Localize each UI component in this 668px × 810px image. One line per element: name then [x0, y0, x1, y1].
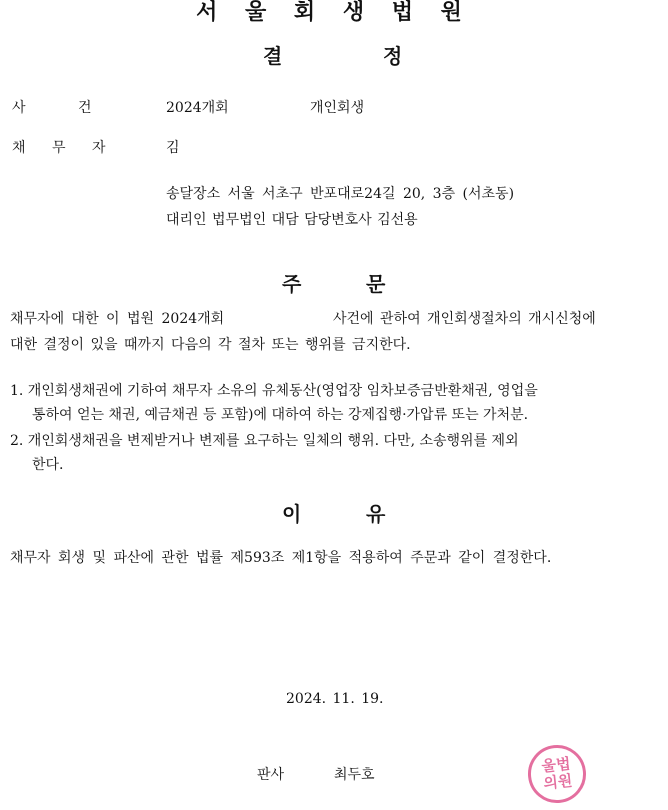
case-number: 2024개회 — [166, 100, 229, 116]
order-item-2-line1: 2. 개인회생채권을 변제받거나 변제를 요구하는 일체의 행위. 다만, 소송행위를 제외 — [10, 433, 519, 449]
case-type: 개인회생 — [310, 100, 365, 116]
order-item-1-line2: 통하여 얻는 채권, 예금채권 등 포함)에 대하여 하는 강제집행·가압류 또는 가처분. — [32, 407, 529, 423]
doc-type-right: 정 — [383, 44, 403, 68]
reason-heading-right: 유 — [366, 502, 386, 526]
debtor-name: 김 — [166, 140, 180, 156]
judge-title: 판사 — [257, 767, 285, 783]
order-intro-line2: 대한 결정이 있을 때까지 다음의 각 절차 또는 행위를 금지한다. — [10, 337, 411, 353]
reason-heading-left: 이 — [282, 502, 302, 526]
case-label: 사 건 — [12, 100, 92, 116]
order-item-1-line1: 1. 개인회생채권에 기하여 채무자 소유의 유체동산(영업장 임차보증금반환채권, 영업을 — [10, 383, 538, 399]
debtor-label: 채 무 자 — [12, 140, 106, 156]
seal-line-1: 울법 — [540, 754, 572, 776]
court-seal-stamp — [525, 742, 589, 806]
legal-agent: 대리인 법무법인 대담 담당변호사 김선용 — [166, 212, 418, 228]
court-name: 서 울 회 생 법 원 — [196, 0, 472, 25]
doc-type-left: 결 — [263, 44, 283, 68]
service-address: 송달장소 서울 서초구 반포대로24길 20, 3층 (서초동) — [166, 186, 515, 202]
reason-text: 채무자 회생 및 파산에 관한 법률 제593조 제1항을 적용하여 주문과 같이 결정한다. — [10, 550, 552, 566]
order-item-2-line2: 한다. — [32, 457, 64, 473]
decision-date: 2024. 11. 19. — [286, 691, 384, 707]
order-heading-left: 주 — [282, 272, 302, 296]
order-intro-part2: 사건에 관하여 개인회생절차의 개시신청에 — [333, 311, 596, 327]
judge-name: 최두호 — [334, 767, 375, 783]
order-intro-part1: 채무자에 대한 이 법원 2024개회 — [10, 311, 225, 327]
order-heading-right: 문 — [366, 272, 386, 296]
seal-line-2: 의원 — [542, 771, 574, 793]
